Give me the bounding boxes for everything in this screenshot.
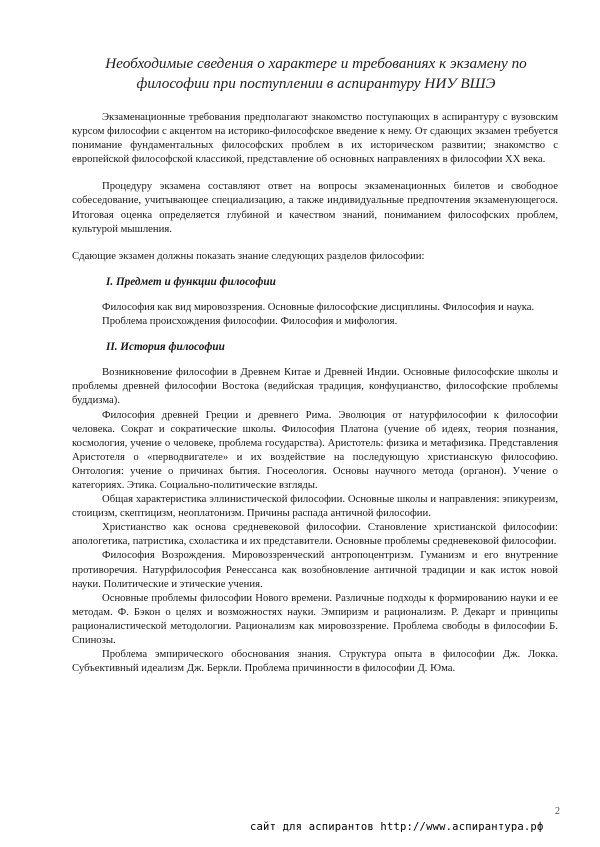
section-paragraph: Основные проблемы философии Нового времени. Различные подходы к формированию науки и ее методам. Ф. Бэкон о целях и возможностях науки. Эмпиризм и рационализм. Р. Декарт и принципы рационалистической методологии. Рационализм как мировоззрение. Проблема свободы в философии Б. Спинозы. [72,591,558,646]
footer-watermark: сайт для аспирантов http://www.аспирантура.рф [250,821,544,833]
section-paragraph: Философия Возрождения. Мировоззренческий антропоцентризм. Гуманизм и его внутренние противоречия. Натурфилософия Ренессанса как возобновление античной традиции и как исток новой науки. Политические и этические учения. [72,549,558,590]
section-paragraph: Проблема эмпирического обоснования знания. Структура опыта в философии Дж. Локка. Субъективный идеализм Дж. Беркли. Проблема причинности в философии Д. Юма. [72,648,558,675]
section-paragraph: Проблема происхождения философии. Философия и мифология. [102,315,398,328]
section-paragraph: Философия древней Греции и древнего Рима. Эволюция от натурфилософии к философии человека. Сократ и сократические школы. Философия Платона (учение об идеях, теория познания, космология, учение о человеке, проблема государства). Аристотель: физика и метафизика. Представления Аристотеля о «перводвигателе» и их воздействие на последующую христианскую философию. Онтология: учение о причинах бытия. Гносеология. Основы научного метода (органон). Учение о категориях. Этика. Социально-политические взгляды. [72,408,558,491]
section-paragraph: Возникновение философии в Древнем Китае и Древней Индии. Основные философские школы и проблемы древней философии Востока (ведийская традиция, конфуцианство, философские проблемы буддизма). [72,366,558,407]
intro-paragraph: Процедуру экзамена составляют ответ на вопросы экзаменационных билетов и свободное собеседование, учитывающее специализацию, а также индивидуальные предпочтения экзаменующегося. Итоговая оценка определяется глубиной и качеством знаний, пониманием философских проблем, культурой мышления. [72,180,558,235]
section-paragraph: Христианство как основа средневековой философии. Становление христианской философии: апологетика, патристика, схоластика и их представители. Основные проблемы средневековой философии. [72,521,558,548]
document-title: Необходимые сведения о характере и требованиях к экзамену по философии при поступлении в аспирантуру НИУ ВШЭ [105,55,527,92]
document-body [72,110,558,675]
page-number: 2 [555,806,560,817]
intro-paragraph: Сдающие экзамен должны показать знание следующих разделов философии: [72,249,425,262]
section-heading: I. Предмет и функции философии [106,275,276,288]
section-paragraph: Философия как вид мировоззрения. Основные философские дисциплины. Философия и наука. [102,300,535,313]
section-heading: II. История философии [106,341,225,354]
section-paragraph: Общая характеристика эллинистической философии. Основные школы и направления: эпикуреизм, стоицизм, скептицизм, неоплатонизм. Причины распада античной философии. [72,493,558,520]
intro-paragraph: Экзаменационные требования предполагают знакомство поступающих в аспирантуру с вузовским курсом философии с акцентом на историко-философское введение к нему. От сдающих экзамен требуется понимание фундаментальных философских проблем в их историческом развитии; знакомство с европейской философской классикой, представление об основных направлениях в философии XX века. [72,111,558,166]
